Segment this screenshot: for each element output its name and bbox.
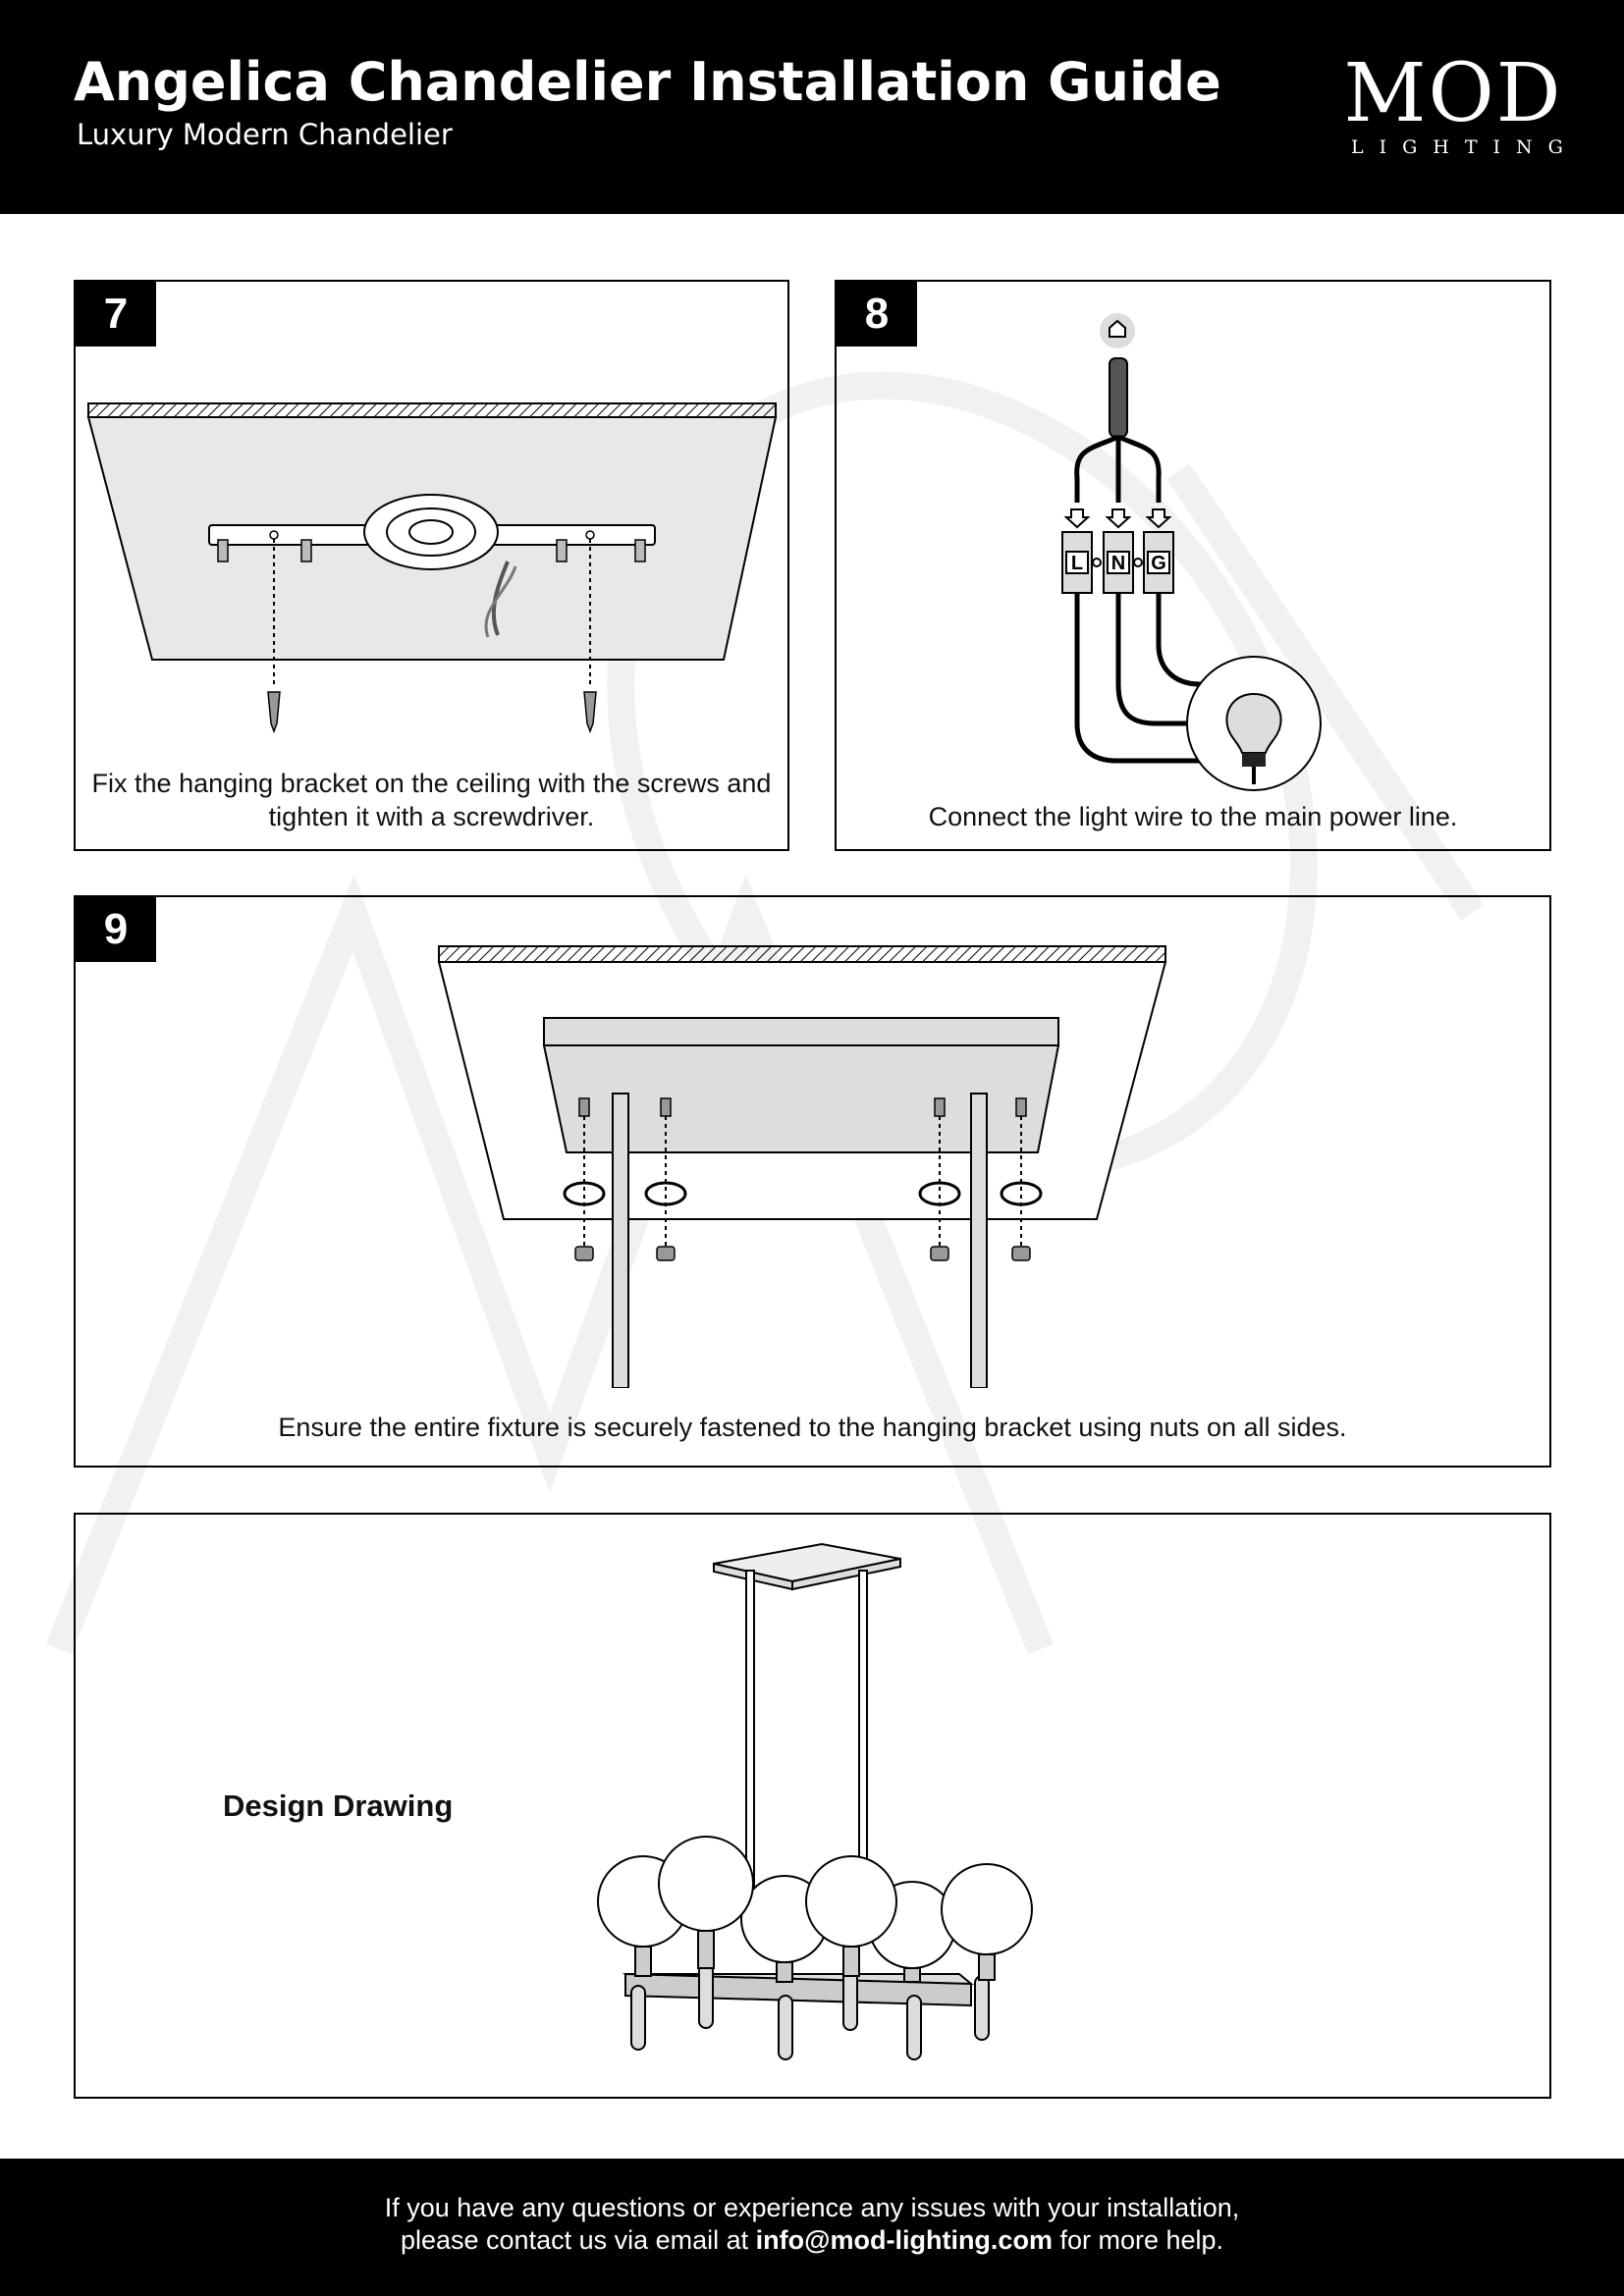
bracket-illustration — [76, 282, 787, 753]
step-7-caption-line-2: tighten it with a screwdriver. — [268, 802, 595, 831]
logo-main-text: MOD — [1343, 47, 1563, 140]
footer-text-before: please contact us via email at — [400, 2225, 756, 2255]
chandelier-drawing — [76, 1515, 1549, 2097]
mod-lighting-logo — [1335, 47, 1579, 162]
terminal-n-label: N — [1110, 553, 1126, 574]
design-drawing-panel — [74, 1513, 1551, 2099]
footer-line-1: If you have any questions or experience any issues with your installation, — [384, 2193, 1240, 2222]
support-email-link[interactable]: info@mod-lighting.com — [755, 2225, 1053, 2255]
terminal-g-label: G — [1151, 553, 1166, 574]
design-drawing-label: Design Drawing — [223, 1789, 454, 1823]
step-number: 8 — [837, 282, 917, 347]
footer-line-2 — [0, 2225, 1624, 2256]
page-title: Angelica Chandelier Installation Guide — [74, 51, 1221, 113]
fastening-illustration — [76, 897, 1549, 1388]
footer-text-after: for more help. — [1052, 2225, 1224, 2255]
logo-sub-text: LIGHTING — [1351, 136, 1579, 158]
wiring-illustration — [837, 282, 1549, 792]
step-number: 9 — [76, 897, 156, 962]
step-8-caption: Connect the light wire to the main power line. — [928, 802, 1458, 831]
page-header — [0, 0, 1624, 214]
step-number: 7 — [76, 282, 156, 347]
page-subtitle: Luxury Modern Chandelier — [77, 118, 453, 151]
step-9-panel — [74, 895, 1551, 1468]
page-footer — [0, 2159, 1624, 2296]
step-8-panel — [835, 280, 1551, 851]
step-9-caption: Ensure the entire fixture is securely fastened to the hanging bracket using nuts on all sides. — [278, 1413, 1347, 1442]
step-7-caption — [76, 767, 787, 833]
step-7-caption-line-1: Fix the hanging bracket on the ceiling with the screws and — [91, 769, 772, 798]
step-7-panel — [74, 280, 789, 851]
terminal-l-label: L — [1070, 553, 1084, 574]
